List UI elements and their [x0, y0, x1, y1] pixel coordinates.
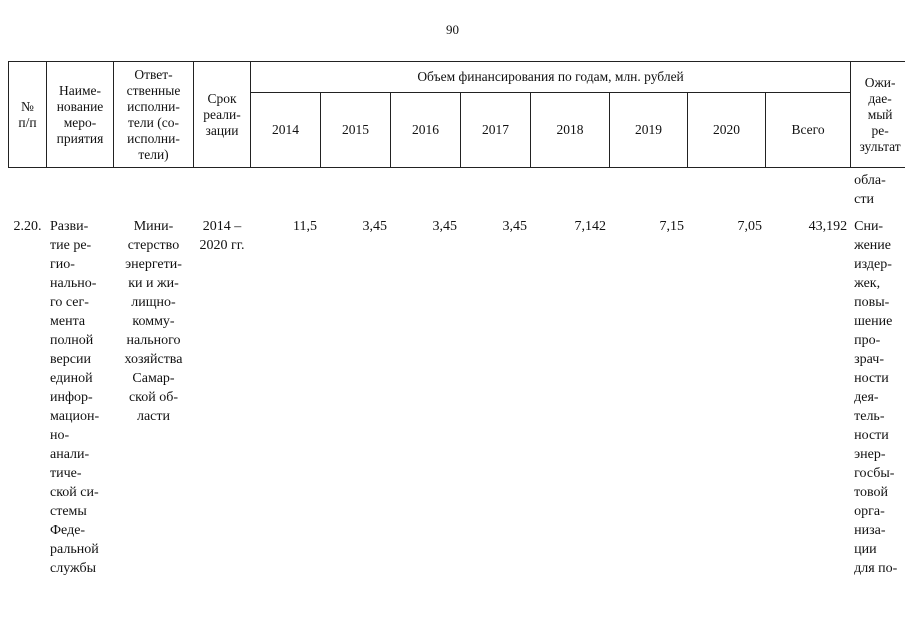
value-2019: 7,15 — [659, 219, 684, 234]
header-year-2015: 2015 — [321, 93, 391, 168]
header-result: Ожи- дае- мый ре- зультат — [851, 62, 905, 168]
value-2017: 3,45 — [502, 219, 527, 234]
row-name: Разви- тие ре- гио- нально- го сег- мента полной версии единой инфор- мацион- но- анали- тиче- ской си- стемы Феде- ральной службы — [50, 219, 100, 576]
financing-table — [8, 61, 905, 578]
value-total: 43,192 — [808, 219, 848, 234]
header-year-2017: 2017 — [461, 93, 531, 168]
header-total: Всего — [766, 93, 851, 168]
continuation-result: обла- сти — [854, 173, 886, 207]
table-row — [9, 209, 905, 578]
row-term: 2014 – 2020 гг. — [199, 219, 245, 253]
header-year-2019: 2019 — [610, 93, 688, 168]
value-2020: 7,05 — [737, 219, 762, 234]
header-year-2020: 2020 — [688, 93, 766, 168]
header-name: Наиме- нование меро- приятия — [47, 62, 114, 168]
header-year-2016: 2016 — [391, 93, 461, 168]
header-year-2018: 2018 — [531, 93, 610, 168]
header-funding-group: Объем финансирования по годам, млн. рублей — [251, 62, 851, 93]
continuation-row — [9, 168, 905, 210]
row-result: Сни- жение издер- жек, повы- шение про- зрач- ности дея- тель- ности энер- госбы- товой орга- низа- ции для по- — [854, 219, 898, 576]
row-responsible: Мини- стерство энергети- ки и жи- лищно- комму- нального хозяйства Самар- ской об- ласти — [124, 219, 183, 424]
header-number: № п/п — [9, 62, 47, 168]
value-2015: 3,45 — [362, 219, 387, 234]
page-number: 90 — [446, 22, 459, 37]
value-2016: 3,45 — [432, 219, 457, 234]
header-responsible: Ответ- ственные исполни- тели (со- исполни- тели) — [114, 62, 194, 168]
header-year-2014: 2014 — [251, 93, 321, 168]
value-2018: 7,142 — [574, 219, 606, 234]
value-2014: 11,5 — [293, 219, 317, 234]
row-number: 2.20. — [13, 219, 42, 234]
header-term: Срок реали- зации — [194, 62, 251, 168]
